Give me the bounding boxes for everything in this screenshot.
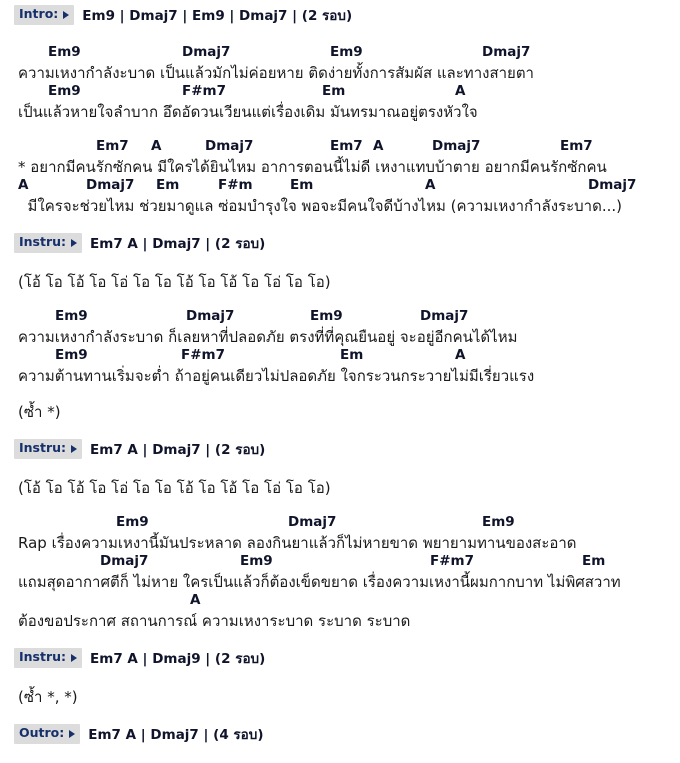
chord-dmaj7[interactable]: Dmaj7 (100, 553, 149, 569)
adlib-or-repeat-line: (ซ้ำ *, *) (18, 688, 78, 706)
spacer (0, 122, 680, 138)
chord-lyric-line (0, 83, 680, 122)
chord-line (0, 592, 680, 611)
adlib-or-repeat-line: (โอ้ โอ โอ้ โอ โอ่ โอ โอ โอ้ โอ โอ้ โอ โอ่ โอ โอ) (18, 273, 331, 291)
chord-dmaj7[interactable]: Dmaj7 (205, 138, 254, 154)
section-label-badge[interactable] (14, 724, 80, 744)
section-label-badge[interactable] (14, 439, 82, 459)
section-chord-progression: Em9 | Dmaj7 | Em9 | Dmaj7 | (2 รอบ) (82, 8, 353, 24)
chord-lyric-line (0, 138, 680, 177)
play-icon[interactable] (63, 11, 69, 19)
chord-fsharpm7[interactable]: F#m7 (182, 83, 226, 99)
lyric-line: แถมสุดอากาศตีก็ ไม่หาย ใครเป็นแล้วก็ต้องเข็ดขยาด เรื่องความเหงานี้ผมกากบาท ไม่พิศสวาท (18, 573, 621, 591)
spacer (0, 422, 680, 438)
section-label-badge[interactable] (14, 5, 74, 25)
verse-block (0, 514, 680, 631)
section-label-text: Instru: (19, 440, 67, 456)
spacer (0, 386, 680, 402)
section-label-text: Instru: (19, 234, 67, 250)
lyric-line: ความเหงากำลังระบาด ก็เลยหาที่ปลอดภัย ตรงที่ที่คุณยืนอยู่ จะอยู่อีกคนได้ไหม (18, 328, 518, 346)
chord-lyric-line (0, 177, 680, 216)
section-chord-progression: Em7 A | Dmaj9 | (2 รอบ) (90, 651, 266, 667)
chord-dmaj7[interactable]: Dmaj7 (588, 177, 637, 193)
lyric-line: ความเหงากำลังะบาด เป็นแล้วมักไม่ค่อยหาย ติดง่ายทั้งการสัมผัส และทางสายตา (18, 64, 534, 82)
spacer (0, 216, 680, 232)
chord-em9[interactable]: Em9 (330, 44, 363, 60)
spacer (0, 631, 680, 647)
lyric-line: Rap เรื่องความเหงานี้มันประหลาด ลองกินยาแล้วก็ไม่หายขาด พยายามทานของสะอาด (18, 534, 577, 552)
chord-em7[interactable]: Em7 (96, 138, 129, 154)
lyric-line: * อยากมีคนรักซักคน มีใครได้ยินไหม อาการตอนนี้ไม่ดี เหงาแทบบ้าตาย อยากมีคนรักซักคน (18, 158, 607, 176)
chord-line (0, 44, 680, 63)
chord-fsharpm7[interactable]: F#m7 (430, 553, 474, 569)
chord-line (0, 177, 680, 196)
spacer (0, 462, 680, 478)
chord-dmaj7[interactable]: Dmaj7 (186, 308, 235, 324)
adlib-or-repeat-line: (ซ้ำ *) (18, 403, 61, 421)
chord-em9[interactable]: Em9 (48, 83, 81, 99)
chord-em9[interactable]: Em9 (116, 514, 149, 530)
chord-em[interactable]: Em (582, 553, 606, 569)
chord-lyric-line (0, 308, 680, 347)
section-label-text: Intro: (19, 6, 59, 22)
chord-line (0, 138, 680, 157)
chord-em[interactable]: Em (156, 177, 180, 193)
chord-em[interactable]: Em (340, 347, 364, 363)
play-icon[interactable] (69, 730, 75, 738)
chord-a[interactable]: A (455, 83, 466, 99)
chord-lyric-line (0, 44, 680, 83)
chord-a[interactable]: A (151, 138, 162, 154)
section-chord-progression: Em7 A | Dmaj7 | (2 รอบ) (90, 236, 266, 252)
chord-em[interactable]: Em (290, 177, 314, 193)
lyric-line: เป็นแล้วหายใจลำบาก อึดอัดวนเวียนแต่เรื่องเดิม มันทรมาณอยู่ตรงหัวใจ (18, 103, 478, 121)
play-icon[interactable] (71, 654, 77, 662)
spacer (0, 747, 680, 763)
chord-em9[interactable]: Em9 (55, 347, 88, 363)
lyric-line: มีใครจะช่วยไหม ช่วยมาดูแล ซ่อมบำรุงใจ พอจะมีคนใจดีบ้างไหม (ความเหงากำลังระบาด...) (18, 197, 623, 215)
chord-a[interactable]: A (425, 177, 436, 193)
spacer (0, 292, 680, 308)
section-chord-progression: Em7 A | Dmaj7 | (4 รอบ) (88, 727, 264, 743)
verse-block (0, 138, 680, 216)
adlib-or-repeat-line: (โอ้ โอ โอ้ โอ โอ่ โอ โอ โอ้ โอ โอ้ โอ โอ่ โอ โอ) (18, 479, 331, 497)
chord-a[interactable]: A (455, 347, 466, 363)
chord-a[interactable]: A (18, 177, 29, 193)
chord-a[interactable]: A (373, 138, 384, 154)
chord-line (0, 514, 680, 533)
chord-lyric-line (0, 514, 680, 553)
chord-dmaj7[interactable]: Dmaj7 (420, 308, 469, 324)
chord-dmaj7[interactable]: Dmaj7 (86, 177, 135, 193)
section-marker-row (0, 438, 680, 460)
chord-lyric-line (0, 347, 680, 386)
play-icon[interactable] (71, 239, 77, 247)
spacer (0, 28, 680, 44)
chord-em9[interactable]: Em9 (310, 308, 343, 324)
chord-dmaj7[interactable]: Dmaj7 (482, 44, 531, 60)
chord-line (0, 347, 680, 366)
play-icon[interactable] (71, 445, 77, 453)
verse-block (0, 44, 680, 122)
section-marker-row (0, 4, 680, 26)
chord-line (0, 83, 680, 102)
chord-fsharpm7[interactable]: F#m7 (181, 347, 225, 363)
chord-em9[interactable]: Em9 (55, 308, 88, 324)
chord-fsharpm[interactable]: F#m (218, 177, 253, 193)
spacer (0, 671, 680, 687)
chord-a[interactable]: A (190, 592, 201, 608)
chord-em9[interactable]: Em9 (240, 553, 273, 569)
chord-lyric-line (0, 592, 680, 631)
chord-line (0, 553, 680, 572)
section-marker-row (0, 723, 680, 745)
chord-em[interactable]: Em (322, 83, 346, 99)
lyric-line: ความต้านทานเริ่มจะต่ำ ถ้าอยู่คนเดียวไม่ปลอดภัย ใจกระวนกระวายไม่มีเรี่ยวแรง (18, 367, 535, 385)
section-marker-row (0, 232, 680, 254)
chord-dmaj7[interactable]: Dmaj7 (432, 138, 481, 154)
section-label-text: Instru: (19, 649, 67, 665)
chord-em9[interactable]: Em9 (48, 44, 81, 60)
spacer (0, 256, 680, 272)
chord-line (0, 308, 680, 327)
section-chord-progression: Em7 A | Dmaj7 | (2 รอบ) (90, 442, 266, 458)
lyric-line: ต้องขอประกาศ สถานการณ์ ความเหงาระบาด ระบาด ระบาด (18, 612, 411, 630)
spacer (0, 498, 680, 514)
chord-dmaj7[interactable]: Dmaj7 (288, 514, 337, 530)
chord-lyric-line (0, 553, 680, 592)
section-label-text: Outro: (19, 725, 65, 741)
chord-em7[interactable]: Em7 (330, 138, 363, 154)
section-marker-row (0, 647, 680, 669)
section-label-badge[interactable] (14, 648, 82, 668)
spacer (0, 707, 680, 723)
verse-block (0, 308, 680, 386)
section-label-badge[interactable] (14, 233, 82, 253)
chord-dmaj7[interactable]: Dmaj7 (182, 44, 231, 60)
chord-em9[interactable]: Em9 (482, 514, 515, 530)
chord-em7[interactable]: Em7 (560, 138, 593, 154)
